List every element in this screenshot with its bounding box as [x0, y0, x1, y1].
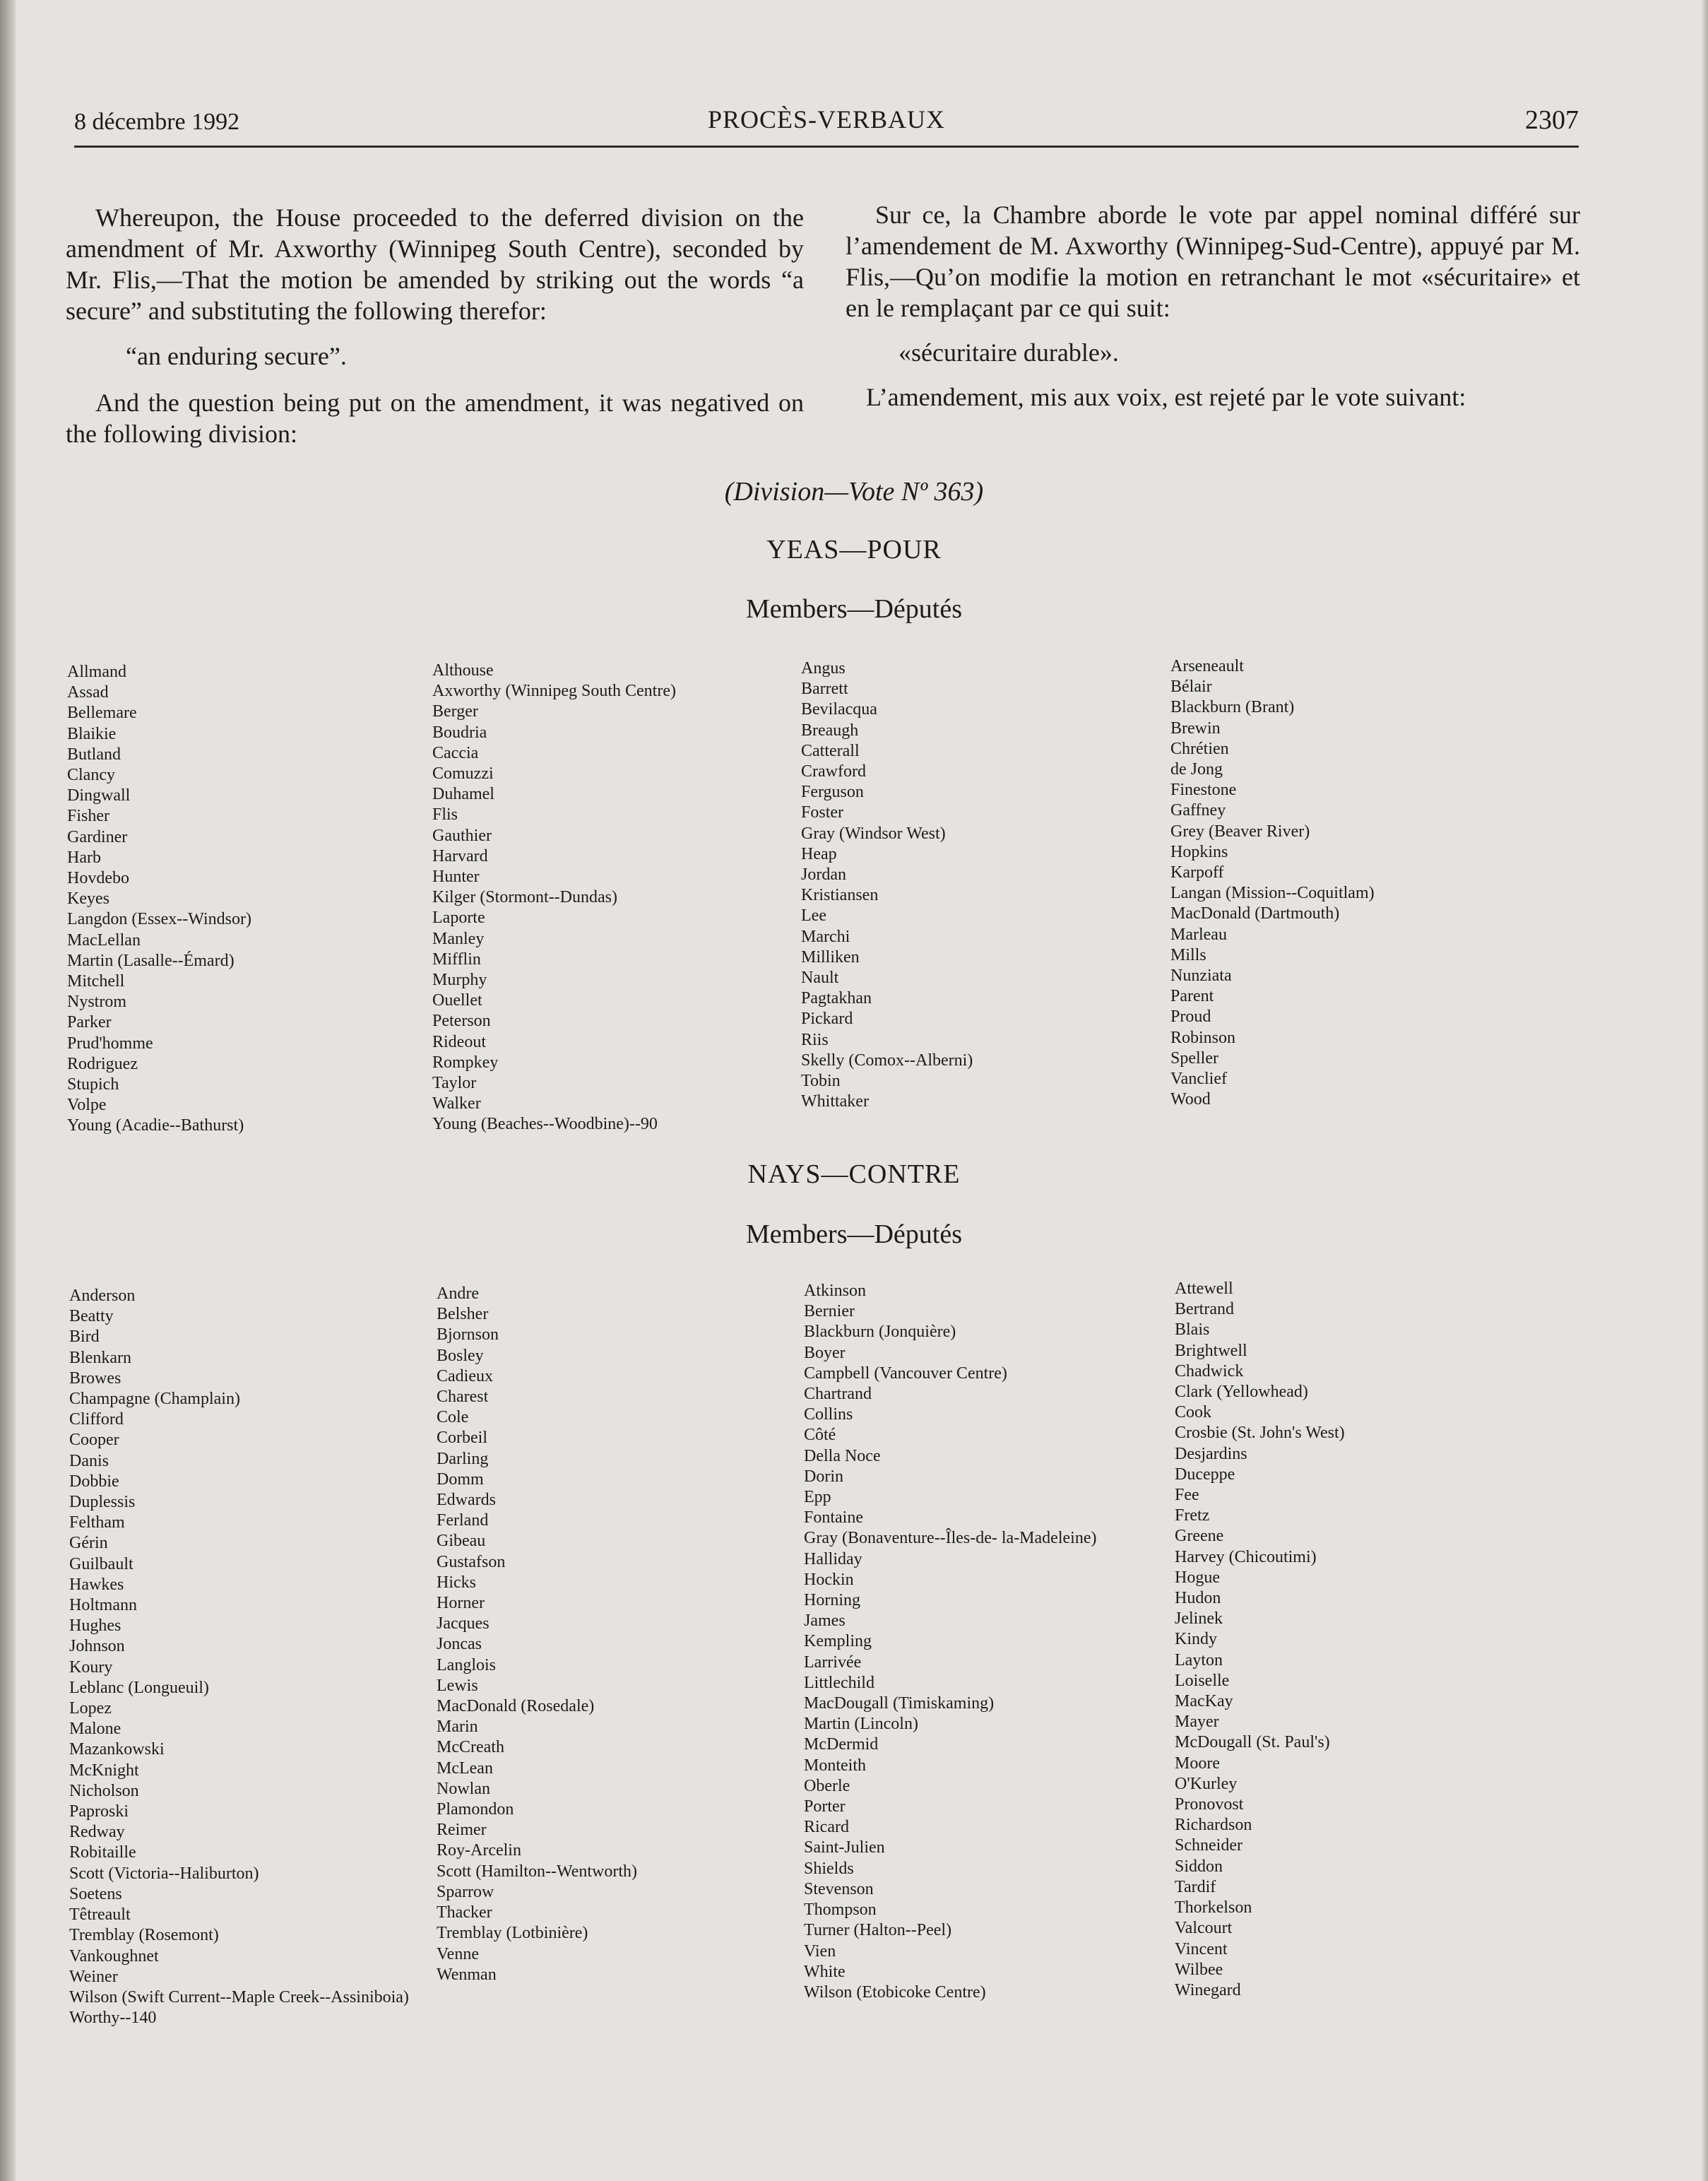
- member-name: Mazankowski: [69, 1740, 165, 1759]
- member-name: Robinson: [1170, 1028, 1236, 1047]
- member-name: Browes: [69, 1369, 121, 1388]
- member-name: Littlechild: [804, 1673, 874, 1692]
- member-name: Saint-Julien: [804, 1838, 885, 1857]
- member-name: Kilger (Stormont--Dundas): [432, 888, 617, 907]
- member-name: Kindy: [1175, 1630, 1217, 1649]
- member-name: Barrett: [801, 680, 848, 699]
- member-name: Harb: [67, 848, 101, 867]
- member-name: Clark (Yellowhead): [1175, 1383, 1308, 1402]
- member-name: Hudon: [1175, 1589, 1221, 1608]
- member-name: McKnight: [69, 1761, 139, 1780]
- member-name: Peterson: [432, 1012, 491, 1031]
- member-name: Reimer: [437, 1821, 487, 1840]
- member-name: Shields: [804, 1859, 854, 1878]
- member-name: Langdon (Essex--Windsor): [67, 910, 251, 929]
- member-name: Ouellet: [432, 991, 482, 1010]
- member-name: Thacker: [437, 1903, 492, 1922]
- member-name: Blais: [1175, 1320, 1210, 1340]
- member-name: Boudria: [432, 723, 487, 742]
- member-name: Turner (Halton--Peel): [804, 1921, 952, 1940]
- member-name: Young (Acadie--Bathurst): [67, 1116, 244, 1135]
- member-name: Belsher: [437, 1305, 489, 1324]
- yeas-heading: YEAS—POUR: [766, 535, 942, 565]
- member-name: Brewin: [1170, 719, 1221, 738]
- member-name: Bevilacqua: [801, 700, 877, 719]
- member-name: Champagne (Champlain): [69, 1390, 240, 1409]
- member-name: Chadwick: [1175, 1361, 1244, 1381]
- yeas-members-heading: Members—Députés: [745, 594, 963, 624]
- member-name: Nowlan: [437, 1779, 490, 1798]
- member-name: Riis: [801, 1030, 829, 1049]
- member-name: Manley: [432, 929, 485, 948]
- member-name: Whittaker: [801, 1092, 869, 1111]
- member-name: O'Kurley: [1175, 1774, 1238, 1793]
- member-name: Fretz: [1175, 1506, 1210, 1525]
- member-name: Venne: [437, 1944, 479, 1963]
- member-name: Rodriguez: [67, 1054, 138, 1073]
- member-name: Lee: [801, 906, 826, 926]
- member-name: Allmand: [67, 663, 126, 681]
- member-name: Joncas: [437, 1635, 482, 1654]
- member-name: Althouse: [432, 661, 494, 680]
- member-name: Ferland: [437, 1511, 489, 1530]
- member-name: Skelly (Comox--Alberni): [801, 1051, 973, 1070]
- division-number: (Division—Vote Nº 363): [724, 477, 984, 507]
- member-name: Harvey (Chicoutimi): [1175, 1547, 1317, 1566]
- english-quote: “an enduring secure”.: [126, 342, 347, 370]
- member-name: Marleau: [1170, 925, 1227, 944]
- member-name: Bertrand: [1175, 1300, 1234, 1319]
- member-name: Arseneault: [1170, 657, 1244, 675]
- member-name: Moore: [1175, 1754, 1220, 1773]
- member-name: Breaugh: [801, 721, 859, 740]
- member-name: Bird: [69, 1328, 100, 1347]
- member-name: Crawford: [801, 762, 866, 781]
- member-name: Blackburn (Brant): [1170, 698, 1295, 717]
- member-name: Pronovost: [1175, 1795, 1244, 1814]
- member-name: Leblanc (Longueuil): [69, 1678, 209, 1697]
- member-name: Sparrow: [437, 1882, 494, 1901]
- member-name: Hogue: [1175, 1568, 1220, 1587]
- member-name: Hughes: [69, 1616, 121, 1636]
- member-name: Côté: [804, 1426, 836, 1445]
- nays-column-4: [1175, 1279, 1345, 2001]
- member-name: Thompson: [804, 1901, 877, 1920]
- member-name: Marin: [437, 1718, 478, 1737]
- member-name: Bellemare: [67, 704, 137, 723]
- member-name: Della Noce: [804, 1446, 881, 1465]
- member-name: Jelinek: [1175, 1609, 1223, 1629]
- member-name: Cadieux: [437, 1366, 493, 1385]
- member-name: Vien: [804, 1941, 836, 1961]
- member-name: Hovdebo: [67, 869, 129, 888]
- english-intro-text: Whereupon, the House proceeded to the deferred division on the amendment of Mr. Axworthy (Winnipeg South Centre), seconded by Mr. Flis,—That the motion be amended by striking out the words “a secure” and substituting the following therefor:: [66, 203, 804, 325]
- member-name: Ricard: [804, 1818, 849, 1837]
- member-name: Atkinson: [804, 1282, 867, 1300]
- member-name: Greene: [1175, 1527, 1224, 1546]
- nays-column-3: [804, 1281, 1096, 2003]
- member-name: Tremblay (Rosemont): [69, 1926, 219, 1945]
- nays-heading: NAYS—CONTRE: [747, 1159, 961, 1189]
- member-name: Dingwall: [67, 786, 131, 805]
- nays-members-heading: Members—Députés: [745, 1219, 963, 1249]
- member-name: Comuzzi: [432, 764, 494, 784]
- member-name: Hawkes: [69, 1575, 124, 1594]
- member-name: Grey (Beaver River): [1170, 822, 1310, 841]
- member-name: Harvard: [432, 846, 488, 865]
- member-name: Pickard: [801, 1010, 853, 1029]
- french-intro: [846, 199, 1580, 324]
- member-name: Horner: [437, 1594, 485, 1613]
- member-name: Robitaille: [69, 1843, 136, 1862]
- member-name: Gustafson: [437, 1552, 506, 1571]
- member-name: Brightwell: [1175, 1341, 1247, 1360]
- member-name: Proud: [1170, 1007, 1211, 1027]
- member-name: Oberle: [804, 1776, 850, 1795]
- nays-column-1: [69, 1286, 409, 2028]
- member-name: Scott (Hamilton--Wentworth): [437, 1862, 638, 1881]
- member-name: Anderson: [69, 1287, 136, 1305]
- member-name: Gardiner: [67, 827, 128, 846]
- member-name: Hicks: [437, 1573, 476, 1592]
- member-name: Andre: [437, 1284, 479, 1303]
- member-name: Fontaine: [804, 1508, 863, 1527]
- member-name: Clifford: [69, 1410, 124, 1429]
- member-name: Feltham: [69, 1513, 125, 1532]
- member-name: Campbell (Vancouver Centre): [804, 1364, 1007, 1383]
- member-name: Layton: [1175, 1650, 1223, 1669]
- member-name: Catterall: [801, 741, 860, 760]
- member-name: Roy-Arcelin: [437, 1841, 521, 1860]
- member-name: Pagtakhan: [801, 989, 872, 1008]
- english-intro: [66, 202, 804, 326]
- member-name: Dorin: [804, 1467, 843, 1486]
- member-name: Richardson: [1175, 1816, 1252, 1835]
- member-name: Mills: [1170, 945, 1206, 964]
- member-name: Gaffney: [1170, 801, 1226, 820]
- header-page-number: 2307: [1525, 105, 1579, 135]
- member-name: Darling: [437, 1449, 489, 1468]
- english-result: And the question being put on the amendment, it was negatived on the following division:: [66, 389, 804, 448]
- member-name: Laporte: [432, 909, 485, 928]
- member-name: Gauthier: [432, 826, 492, 845]
- member-name: Weiner: [69, 1967, 118, 1986]
- member-name: Martin (Lasalle--Émard): [67, 951, 235, 970]
- member-name: Larrivée: [804, 1653, 862, 1672]
- member-name: Tremblay (Lotbinière): [437, 1924, 588, 1943]
- member-name: Bjornson: [437, 1325, 499, 1344]
- member-name: Malone: [69, 1720, 121, 1739]
- member-name: Heap: [801, 844, 837, 863]
- member-name: Desjardins: [1175, 1444, 1247, 1463]
- member-name: Blackburn (Jonquière): [804, 1323, 956, 1342]
- member-name: Tobin: [801, 1072, 841, 1091]
- member-name: MacKay: [1175, 1692, 1233, 1711]
- member-name: Murphy: [432, 971, 487, 990]
- member-name: Axworthy (Winnipeg South Centre): [432, 682, 676, 701]
- member-name: Jordan: [801, 865, 846, 885]
- member-name: Hockin: [804, 1570, 854, 1589]
- member-name: Berger: [432, 702, 478, 721]
- member-name: Lewis: [437, 1676, 478, 1695]
- member-name: Bélair: [1170, 678, 1212, 697]
- member-name: Foster: [801, 803, 843, 822]
- member-name: Taylor: [432, 1074, 477, 1093]
- member-name: Schneider: [1175, 1836, 1243, 1855]
- member-name: Bosley: [437, 1346, 484, 1365]
- member-name: Fisher: [67, 807, 109, 826]
- member-name: MacDougall (Timiskaming): [804, 1694, 995, 1713]
- member-name: Cole: [437, 1408, 469, 1427]
- member-name: Lopez: [69, 1699, 112, 1718]
- member-name: Horning: [804, 1591, 860, 1610]
- member-name: Keyes: [67, 889, 109, 909]
- member-name: Gérin: [69, 1534, 108, 1553]
- header-title: PROCÈS-VERBAUX: [707, 105, 946, 134]
- member-name: de Jong: [1170, 760, 1223, 779]
- page-edge-shadow: [1701, 0, 1708, 2181]
- member-name: McLean: [437, 1759, 493, 1778]
- member-name: Thorkelson: [1175, 1898, 1252, 1917]
- member-name: Duceppe: [1175, 1465, 1235, 1484]
- member-name: Cook: [1175, 1403, 1212, 1422]
- member-name: Charest: [437, 1388, 489, 1407]
- member-name: MacDonald (Dartmouth): [1170, 904, 1340, 923]
- member-name: Vincent: [1175, 1939, 1228, 1958]
- member-name: Duplessis: [69, 1493, 136, 1512]
- member-name: Vanclief: [1170, 1070, 1227, 1089]
- member-name: Chrétien: [1170, 739, 1229, 758]
- member-name: Koury: [69, 1657, 113, 1677]
- member-name: Nunziata: [1170, 967, 1232, 986]
- header-date: 8 décembre 1992: [74, 109, 240, 135]
- member-name: Gray (Bonaventure--Îles-de- la-Madeleine): [804, 1529, 1097, 1548]
- member-name: Hunter: [432, 868, 480, 887]
- member-name: Hopkins: [1170, 842, 1228, 861]
- member-name: Jacques: [437, 1614, 490, 1633]
- member-name: Vankoughnet: [69, 1946, 159, 1966]
- member-name: Langan (Mission--Coquitlam): [1170, 884, 1375, 903]
- member-name: Gibeau: [437, 1532, 486, 1551]
- french-quote: «sécuritaire durable».: [899, 338, 1119, 367]
- member-name: Plamondon: [437, 1800, 514, 1819]
- member-name: Domm: [437, 1470, 484, 1489]
- member-name: McCreath: [437, 1738, 504, 1757]
- member-name: Bernier: [804, 1302, 855, 1321]
- member-name: Kristiansen: [801, 886, 879, 905]
- yeas-column-3: [801, 658, 973, 1112]
- member-name: Milliken: [801, 947, 860, 967]
- member-name: Walker: [432, 1094, 481, 1113]
- yeas-column-1: [67, 662, 251, 1137]
- member-name: Halliday: [804, 1549, 862, 1568]
- member-name: Guilbault: [69, 1554, 134, 1573]
- member-name: Boyer: [804, 1343, 846, 1362]
- member-name: Speller: [1170, 1048, 1218, 1068]
- member-name: Winegard: [1175, 1980, 1241, 1999]
- member-name: Paproski: [69, 1802, 129, 1821]
- member-name: Monteith: [804, 1756, 866, 1775]
- member-name: Dobbie: [69, 1472, 119, 1491]
- member-name: Rideout: [432, 1032, 486, 1051]
- member-name: Butland: [67, 745, 121, 764]
- member-name: Wilbee: [1175, 1960, 1223, 1979]
- member-name: Parent: [1170, 987, 1214, 1006]
- member-name: Têtreault: [69, 1905, 131, 1925]
- member-name: Young (Beaches--Woodbine)--90: [432, 1115, 658, 1134]
- member-name: White: [804, 1962, 846, 1981]
- member-name: McDermid: [804, 1735, 879, 1754]
- yeas-column-4: [1170, 656, 1375, 1110]
- member-name: Edwards: [437, 1491, 496, 1510]
- member-name: Duhamel: [432, 785, 494, 804]
- member-name: MacDonald (Rosedale): [437, 1697, 595, 1716]
- member-name: Crosbie (St. John's West): [1175, 1424, 1345, 1443]
- member-name: Stevenson: [804, 1879, 874, 1898]
- member-name: Prud'homme: [67, 1034, 153, 1053]
- member-name: Wood: [1170, 1090, 1211, 1109]
- member-name: Kempling: [804, 1632, 872, 1651]
- member-name: Blaikie: [67, 724, 117, 743]
- member-name: Redway: [69, 1823, 125, 1842]
- member-name: Stupich: [67, 1075, 119, 1094]
- member-name: Clancy: [67, 766, 115, 785]
- member-name: Holtmann: [69, 1596, 137, 1615]
- member-name: Nicholson: [69, 1781, 139, 1800]
- member-name: Fee: [1175, 1486, 1199, 1505]
- member-name: Rompkey: [432, 1053, 499, 1072]
- member-name: Loiselle: [1175, 1671, 1230, 1690]
- member-name: Danis: [69, 1451, 109, 1470]
- member-name: Soetens: [69, 1884, 122, 1903]
- member-name: Corbeil: [437, 1429, 487, 1448]
- member-name: Martin (Lincoln): [804, 1715, 918, 1734]
- page-binding-shadow: [0, 0, 16, 2181]
- member-name: Flis: [432, 805, 458, 824]
- member-name: Caccia: [432, 743, 479, 762]
- member-name: Beatty: [69, 1307, 114, 1326]
- member-name: Johnson: [69, 1637, 125, 1656]
- member-name: Porter: [804, 1797, 846, 1816]
- yeas-column-2: [432, 661, 676, 1135]
- member-name: Wilson (Swift Current--Maple Creek--Assiniboia): [69, 1987, 409, 2006]
- french-result: L’amendement, mis aux voix, est rejeté par le vote suivant:: [866, 383, 1466, 411]
- member-name: Langlois: [437, 1655, 496, 1674]
- member-name: James: [804, 1612, 846, 1631]
- page-header: [74, 103, 1579, 148]
- member-name: Siddon: [1175, 1857, 1223, 1876]
- member-name: Scott (Victoria--Haliburton): [69, 1864, 259, 1883]
- member-name: Parker: [67, 1013, 112, 1032]
- member-name: Blenkarn: [69, 1348, 131, 1367]
- member-name: Mifflin: [432, 950, 481, 969]
- member-name: Attewell: [1175, 1279, 1233, 1298]
- member-name: Collins: [804, 1405, 853, 1424]
- member-name: Assad: [67, 683, 109, 702]
- french-intro-text: Sur ce, la Chambre aborde le vote par appel nominal différé sur l’amendement de M. Axworthy (Winnipeg-Sud-Centre), appuyé par M. Flis,—Qu’on modifie la motion en retranchant le mot «sécuritaire» et en le remplaçant par ce qui suit:: [846, 201, 1580, 322]
- member-name: Finestone: [1170, 781, 1237, 800]
- member-name: Tardif: [1175, 1877, 1216, 1896]
- member-name: Gray (Windsor West): [801, 824, 946, 843]
- member-name: MacLellan: [67, 930, 141, 950]
- nays-column-2: [437, 1284, 637, 1985]
- member-name: Mayer: [1175, 1713, 1219, 1732]
- member-name: Worthy--140: [69, 2009, 157, 2028]
- member-name: Mitchell: [67, 972, 125, 991]
- member-name: Cooper: [69, 1431, 119, 1450]
- member-name: Nault: [801, 969, 839, 988]
- member-name: Wilson (Etobicoke Centre): [804, 1982, 986, 2002]
- member-name: Marchi: [801, 927, 850, 946]
- member-name: Volpe: [67, 1096, 107, 1115]
- member-name: Nystrom: [67, 993, 126, 1012]
- member-name: Karpoff: [1170, 863, 1224, 882]
- member-name: Epp: [804, 1488, 831, 1507]
- member-name: Valcourt: [1175, 1919, 1233, 1938]
- member-name: Angus: [801, 659, 846, 678]
- member-name: McDougall (St. Paul's): [1175, 1733, 1330, 1752]
- member-name: Wenman: [437, 1965, 497, 1984]
- member-name: Chartrand: [804, 1385, 872, 1404]
- member-name: Ferguson: [801, 783, 864, 802]
